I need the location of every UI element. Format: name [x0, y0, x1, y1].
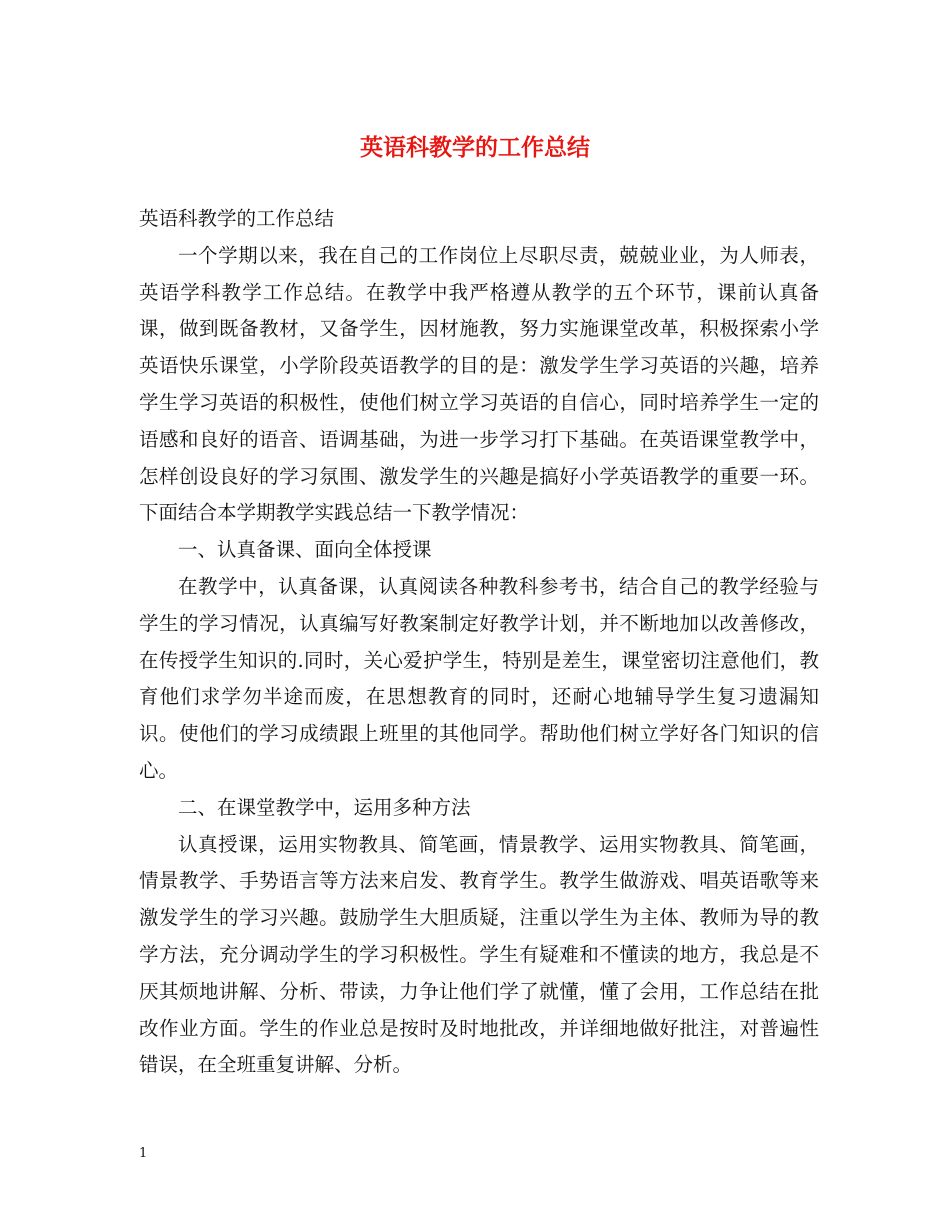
page-number: 1: [139, 1146, 148, 1161]
paragraph: 一、认真备课、面向全体授课: [178, 538, 432, 562]
paragraph: 在教学中，认真备课，认真阅读各种教科参考书，结合自己的教学经验与学生的学习情况，认真编写好教案制定好教学计划，并不断地加以改善修改，在传授学生知识的.同时，关心爱护学生，特别是差生，课堂密切注意他们，教育他们求学勿半途而废，在思想教育的同时，还耐心地辅导学生复习遗漏知识。使他们的学习成绩跟上班里的其他同学。帮助他们树立学好各门知识的信心。: [139, 574, 819, 782]
paragraph: 一个学期以来，我在自己的工作岗位上尽职尽责，兢兢业业，为人师表，英语学科教学工作总结。在教学中我严格遵从教学的五个环节，课前认真备课，做到既备教材，又备学生，因材施教，努力实施课堂改革，积极探索小学英语快乐课堂，小学阶段英语教学的目的是：激发学生学习英语的兴趣，培养学生学习英语的积极性，使他们树立学习英语的自信心，同时培养学生一定的语感和良好的语音、语调基础，为进一步学习打下基础。在英语课堂教学中，怎样创设良好的学习氛围、激发学生的兴趣是搞好小学英语教学的重要一环。下面结合本学期教学实践总结一下教学情况：: [139, 243, 819, 525]
document-title: 英语科教学的工作总结: [360, 134, 590, 161]
paragraph: 二、在课堂教学中，运用多种方法: [178, 795, 471, 819]
paragraph: 英语科教学的工作总结: [139, 207, 335, 230]
paragraph: 认真授课，运用实物教具、简笔画，情景教学、运用实物教具、简笔画，情景教学、手势语言等方法来启发、教育学生。教学生做游戏、唱英语歌等来激发学生的学习兴趣。鼓励学生大胆质疑，注重以学生为主体、教师为导的教学方法，充分调动学生的学习积极性。学生有疑难和不懂读的地方，我总是不厌其烦地讲解、分析、带读，力争让他们学了就懂，懂了会用，工作总结在批改作业方面。学生的作业总是按时及时地批改，并详细地做好批注，对普遍性错误，在全班重复讲解、分析。: [139, 832, 819, 1077]
document-body: [139, 201, 819, 1084]
